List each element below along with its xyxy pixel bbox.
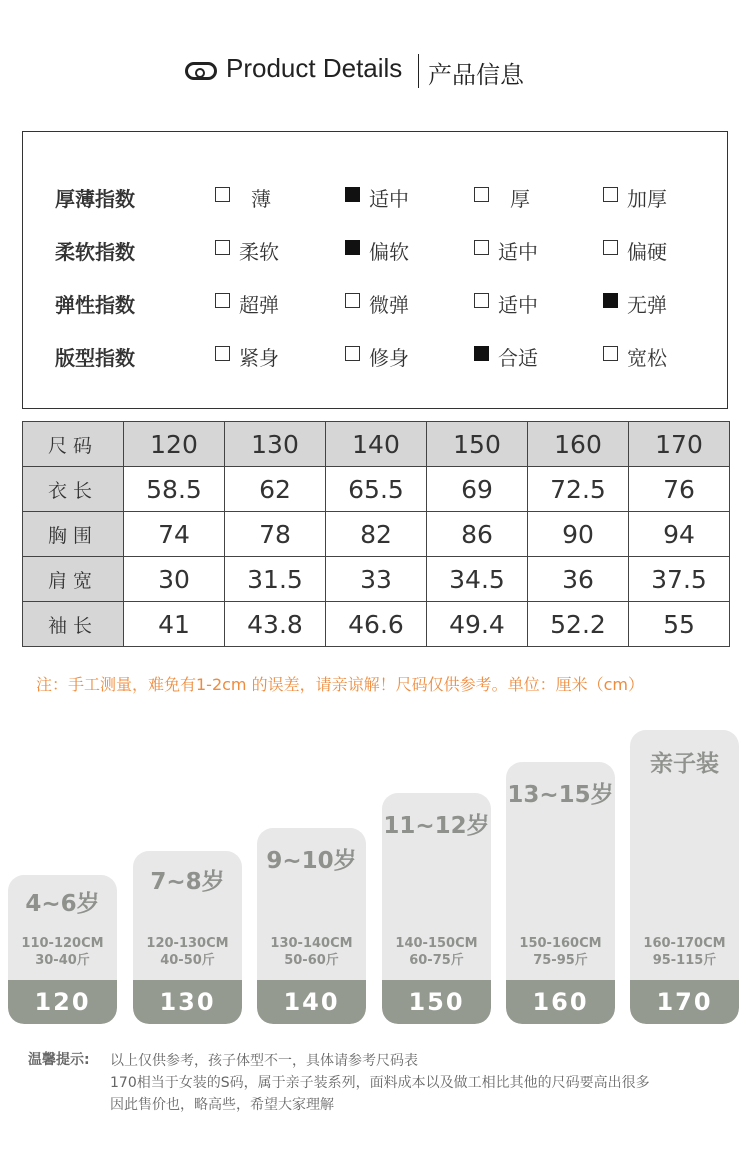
index-label: 柔软指数 xyxy=(55,240,135,264)
eye-icon xyxy=(185,62,217,80)
table-header-cell: 170 xyxy=(629,422,730,467)
size-card-150 xyxy=(382,793,491,1024)
table-cell: 74 xyxy=(124,512,225,557)
checkbox-icon xyxy=(215,187,230,202)
index-row-thickness: 厚薄指数 薄 适中 厚 加厚 xyxy=(23,177,727,213)
checkbox-checked-icon xyxy=(603,293,618,308)
page-header xyxy=(0,50,750,92)
card-height-range: 160-170CM xyxy=(643,936,726,951)
table-row-label: 肩宽 xyxy=(23,557,124,602)
card-height-range: 140-150CM xyxy=(395,936,478,951)
checkbox-checked-icon xyxy=(345,240,360,255)
table-cell: 52.2 xyxy=(528,602,629,647)
table-cell: 90 xyxy=(528,512,629,557)
checkbox-icon xyxy=(345,346,360,361)
card-weight-range: 40-50斤 xyxy=(160,953,215,968)
table-row-label: 胸围 xyxy=(23,512,124,557)
tip-line: 170相当于女装的S码，属于亲子装系列，面料成本以及做工相比其他的尺码要高出很多 xyxy=(110,1075,650,1091)
title-divider xyxy=(418,54,419,88)
card-age: 7~8岁 xyxy=(150,869,225,895)
table-cell: 86 xyxy=(427,512,528,557)
card-size-label: 150 xyxy=(382,980,491,1024)
table-cell: 37.5 xyxy=(629,557,730,602)
index-row-fit: 版型指数 紧身 修身 合适 宽松 xyxy=(23,336,727,372)
card-size-label: 140 xyxy=(257,980,366,1024)
table-header-cell: 140 xyxy=(326,422,427,467)
checkbox-icon xyxy=(474,293,489,308)
table-header-cell: 120 xyxy=(124,422,225,467)
index-label: 弹性指数 xyxy=(55,293,135,317)
card-height-range: 110-120CM xyxy=(21,936,104,951)
table-cell: 94 xyxy=(629,512,730,557)
tips-label: 温馨提示: xyxy=(28,1052,90,1068)
measurement-note: 注：手工测量，难免有1-2cm 的误差，请亲谅解！尺码仅供参考。单位：厘米（cm） xyxy=(36,675,644,694)
index-row-elasticity: 弹性指数 超弹 微弹 适中 无弹 xyxy=(23,283,727,319)
checkbox-icon xyxy=(215,293,230,308)
size-card-140 xyxy=(257,828,366,1024)
card-size-label: 120 xyxy=(8,980,117,1024)
fabric-index-panel xyxy=(22,131,728,409)
table-cell: 33 xyxy=(326,557,427,602)
card-age: 亲子装 xyxy=(650,751,719,777)
checkbox-icon xyxy=(345,293,360,308)
checkbox-checked-icon xyxy=(345,187,360,202)
table-row xyxy=(23,467,730,512)
table-cell: 62 xyxy=(225,467,326,512)
table-cell: 46.6 xyxy=(326,602,427,647)
card-weight-range: 50-60斤 xyxy=(284,953,339,968)
card-weight-range: 30-40斤 xyxy=(35,953,90,968)
tip-line: 以上仅供参考，孩子体型不一，具体请参考尺码表 xyxy=(110,1053,418,1069)
card-age: 13~15岁 xyxy=(507,782,614,808)
checkbox-checked-icon xyxy=(474,346,489,361)
tip-line: 因此售价也，略高些，希望大家理解 xyxy=(110,1097,334,1113)
table-cell: 43.8 xyxy=(225,602,326,647)
size-card-170 xyxy=(630,730,739,1024)
table-header-cell: 尺码 xyxy=(23,422,124,467)
index-label: 版型指数 xyxy=(55,346,135,370)
card-age: 9~10岁 xyxy=(266,848,357,874)
table-header-cell: 130 xyxy=(225,422,326,467)
table-cell: 30 xyxy=(124,557,225,602)
table-cell: 72.5 xyxy=(528,467,629,512)
index-row-softness: 柔软指数 柔软 偏软 适中 偏硬 xyxy=(23,230,727,266)
table-header-row xyxy=(23,422,730,467)
index-label: 厚薄指数 xyxy=(55,187,135,211)
checkbox-icon xyxy=(603,187,618,202)
table-cell: 36 xyxy=(528,557,629,602)
card-size-label: 170 xyxy=(630,980,739,1024)
table-cell: 76 xyxy=(629,467,730,512)
table-row xyxy=(23,557,730,602)
table-cell: 49.4 xyxy=(427,602,528,647)
title-english: Product Details xyxy=(226,53,403,83)
checkbox-icon xyxy=(215,240,230,255)
size-card-160 xyxy=(506,762,615,1024)
table-cell: 65.5 xyxy=(326,467,427,512)
table-cell: 31.5 xyxy=(225,557,326,602)
card-weight-range: 60-75斤 xyxy=(409,953,464,968)
card-weight-range: 75-95斤 xyxy=(533,953,588,968)
checkbox-icon xyxy=(215,346,230,361)
checkbox-icon xyxy=(603,346,618,361)
table-cell: 82 xyxy=(326,512,427,557)
table-header-cell: 150 xyxy=(427,422,528,467)
table-cell: 58.5 xyxy=(124,467,225,512)
card-size-label: 130 xyxy=(133,980,242,1024)
table-cell: 69 xyxy=(427,467,528,512)
table-row-label: 袖长 xyxy=(23,602,124,647)
card-height-range: 130-140CM xyxy=(270,936,353,951)
table-cell: 78 xyxy=(225,512,326,557)
card-size-label: 160 xyxy=(506,980,615,1024)
card-height-range: 120-130CM xyxy=(146,936,229,951)
table-row-label: 衣长 xyxy=(23,467,124,512)
table-cell: 34.5 xyxy=(427,557,528,602)
checkbox-icon xyxy=(474,240,489,255)
card-age: 4~6岁 xyxy=(25,891,100,917)
title-chinese: 产品信息 xyxy=(428,61,524,89)
table-cell: 55 xyxy=(629,602,730,647)
size-card-130 xyxy=(133,851,242,1024)
table-row xyxy=(23,512,730,557)
table-cell: 41 xyxy=(124,602,225,647)
card-height-range: 150-160CM xyxy=(519,936,602,951)
table-row xyxy=(23,602,730,647)
checkbox-icon xyxy=(474,187,489,202)
card-age: 11~12岁 xyxy=(383,813,490,839)
size-chart-table xyxy=(22,421,730,647)
size-card-120 xyxy=(8,875,117,1024)
card-weight-range: 95-115斤 xyxy=(652,953,717,968)
checkbox-icon xyxy=(603,240,618,255)
table-header-cell: 160 xyxy=(528,422,629,467)
